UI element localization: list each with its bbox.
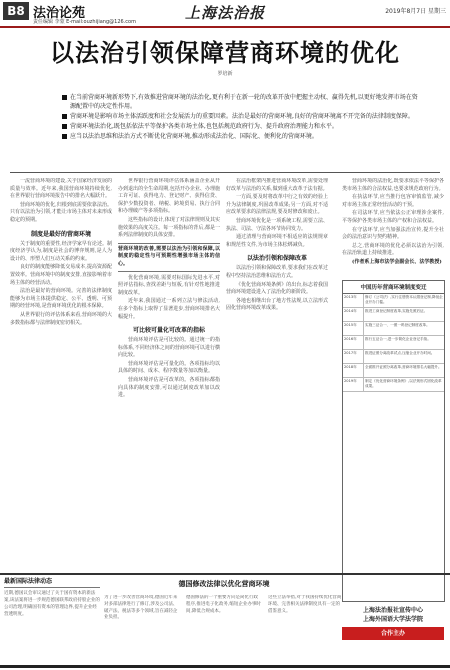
table-row: 2014年 推进工商登记制度改革,实施先照后证。 — [343, 308, 444, 322]
issue-date: 2019年8月7日 星期三 — [385, 8, 446, 15]
subheading: 制度是最好的营商环境 — [30, 230, 91, 238]
bullet-square-icon — [62, 134, 67, 139]
divider — [10, 172, 440, 173]
table-row: 2016年 推行五证合一,进一步简化企业登记手续。 — [343, 336, 444, 350]
abstract-item: 营商环境法治化,既包括依法平等保护各类市场主体,也包括规范政府行为、提升政府治理能力和水平。 — [62, 122, 422, 131]
timeline-table — [342, 280, 445, 602]
legal-news-text: 近期,德国议会审议通过了关于国有资本的新法案,该法案将进一步规范德国联邦政府持股企业的公司治理,明确国有资本的管理边界,提升企业经营透明度。 — [4, 591, 100, 617]
article-column-4: 营商环境的法治化,既要求依法平等保护各类市场主体的合法权益,也要求规范政府行为。 在执法环节,应当推行包容审慎监管,减少对市场主体正常经营活动的干预。 在司法环节,应当依法公正审理涉企案件,平等保护各类市场主体的产权和合法权益。 在守法环节,应当加强法治宣传,提升全社会的法治意识与契约精神。 总之,营商环境的优化必须以法治为引领,在法治轨道上持续推进。 (作者系上海市法学会副会长、法学教授) — [342, 178, 444, 265]
subheading: 以法治引领和保障改革 — [246, 255, 307, 263]
abstract-item: 应当以法治思维和法治方式不断优化营商环境,推动形成法治化、国际化、便利化的营商环境。 — [62, 132, 422, 141]
article-abstract — [62, 93, 422, 142]
table-row: 2019年 制定《优化营商环境条例》,以法规形式固化改革成果。 — [343, 378, 444, 392]
legal-news-box — [4, 576, 100, 618]
sponsor-badge: 合作主办 — [342, 627, 444, 640]
table-row: 2015年 实施三证合一、一照一码登记制度改革。 — [343, 322, 444, 336]
editor-credit: 责任编辑 李蒙 E-mail:ouzhijiang@126.com — [33, 19, 136, 25]
article-column-1: 一流营商环境的建设,关乎国家经济发展的质量与效率。近年来,我国营商环境持续优化,在世界银行营商环境报告中的排名大幅跃升。 营商环境的优化,归根到底需要依靠法治。只有以法治为引领,才能让市场主体对未来形成稳定的预期。 制度是最好的营商环境 关于制度的重要性,经济学家早有论述。制度经济学认为,制度是社会的博弈规则,是人为设计的、形塑人们互动关系的约束。 良好的制度能够降低交易成本,提高资源配置效率。营商环境中的制度安排,直接影响着市场主体的经营活动。 法治是最好的营商环境。完善的法律制度能够为市场主体提供稳定、公平、透明、可预期的经营环境,是营商环境优化的根本保障。 从世界银行的评估体系来看,营商环境的大多数指标都与法律制度密切相关。 — [10, 178, 112, 326]
table-row: 2013年 修订《公司法》,实行注册资本认缴登记制,降低企业开办门槛。 — [343, 294, 444, 308]
abstract-item: 在当前营商环境新形势下,有效推进营商环境的法治化,更有利于在新一轮的改革开放中把握主动权、赢得先机,以更好地发挥市场在资源配置中的决定性作用。 — [62, 93, 422, 111]
article-column-3: 在法治框架内推进营商环境改革,需要处理好改革与法治的关系,做到重大改革于法有据。 一方面,要及时将改革中行之有效的经验上升为法律制度,巩固改革成果;另一方面,对不适应改革要求的法律法规,要及时修改和废止。 营商环境优化是一项系统工程,需要立法、执法、司法、守法各环节协同发力。 通过清理与营商环境不相适应的法规规章和规范性文件,为市场主体松绑减负。 以法治引领和保障改革 以法治引领和保障改革,要求我们在改革过程中坚持法治思维和法治方式。 《优化营商环境条例》的出台,标志着我国营商环境建设进入了法治化的新阶段。 各地也相继出台了地方性法规,以立法形式固化营商环境改革成果。 — [226, 178, 328, 312]
bottom-columns: 为了进一步改善营商环境,德国近年来对多部法律进行了修订,涉及公司法、破产法、税法等多个领域,旨在减轻企业负担。 德国修法的一个重要方向是简化行政程序,推进电子化政务,缩短企业办事时间,降低合规成本。 这些立法举措,对于我国持续优化营商环境、完善相关法律制度具有一定的借鉴意义。 — [104, 595, 342, 621]
sponsor-line-1: 上海法治报社宣传中心 — [362, 607, 423, 614]
abstract-item: 营商环境是影响市场主体活跃度和社会发展活力的重要因素。法治是最好的营商环境,良好的营商环境离不开完备的法律制度保障。 — [62, 112, 422, 121]
table-row: 2018年 全面推开证照分离改革,营商环境排名大幅提升。 — [343, 364, 444, 378]
bullet-square-icon — [62, 114, 67, 119]
article-column-2: 世界银行营商环境评估体系涵盖企业从开办到退出的全生命周期,包括开办企业、办理施工许可证、获得电力、登记财产、获得信贷、保护少数投资者、纳税、跨境贸易、执行合同和办理破产等多项指标。 这些指标的设计,体现了对法律规则及其实施效果的高度关注。每一项指标的背后,都是一系列法律制度的具体安排。 营商环境的改善,需要以法治为引领和保障,以制度的稳定性与可预期性增强市场主体的信心。 优化营商环境,需要对标国际先进水平,对照评估指标,查找差距与短板,有针对性地推进制度改革。 近年来,我国通过一系列立法与修法活动,在多个指标上取得了显著进步,营商环境排名大幅提升。 可比较可量化可改革的指标 营商环境评估是可比较的。通过统一的指标体系,不同经济体之间的营商环境可以进行横向比较。 营商环境评估是可量化的。各项指标均以具体的时间、成本、程序数量等加以衡量。 营商环境评估是可改革的。各项指标都指向具体的制度安排,可以通过制度改革加以改进。 — [118, 178, 220, 399]
table-title: 中国历年营商环境制度变迁 — [343, 281, 444, 294]
table-row: 2017年 推进证照分离改革试点,压缩企业开办时间。 — [343, 350, 444, 364]
sponsor-line-2: 上海外国语大学法学院 — [362, 616, 423, 623]
legal-news-title: 最新国际法律动态 — [4, 576, 100, 588]
sponsor-box — [342, 605, 444, 665]
subheading: 可比较可量化可改革的指标 — [132, 327, 205, 335]
article-title: 以法治引领保障营商环境的优化 — [50, 39, 400, 67]
section-number: B8 — [3, 2, 29, 20]
masthead: 上海法治报 — [185, 4, 266, 22]
author-note: (作者系上海市法学会副会长、法学教授) — [352, 258, 442, 265]
pull-quote: 营商环境的改善,需要以法治为引领和保障,以制度的稳定性与可预期性增强市场主体的信心。 — [118, 243, 220, 272]
bullet-square-icon — [62, 124, 67, 129]
article-author: 罗培新 — [217, 71, 233, 77]
bottom-headline: 德国修改法律以优化营商环境 — [178, 580, 270, 588]
bullet-square-icon — [62, 95, 67, 100]
section-name: 法治论苑 — [33, 6, 86, 21]
